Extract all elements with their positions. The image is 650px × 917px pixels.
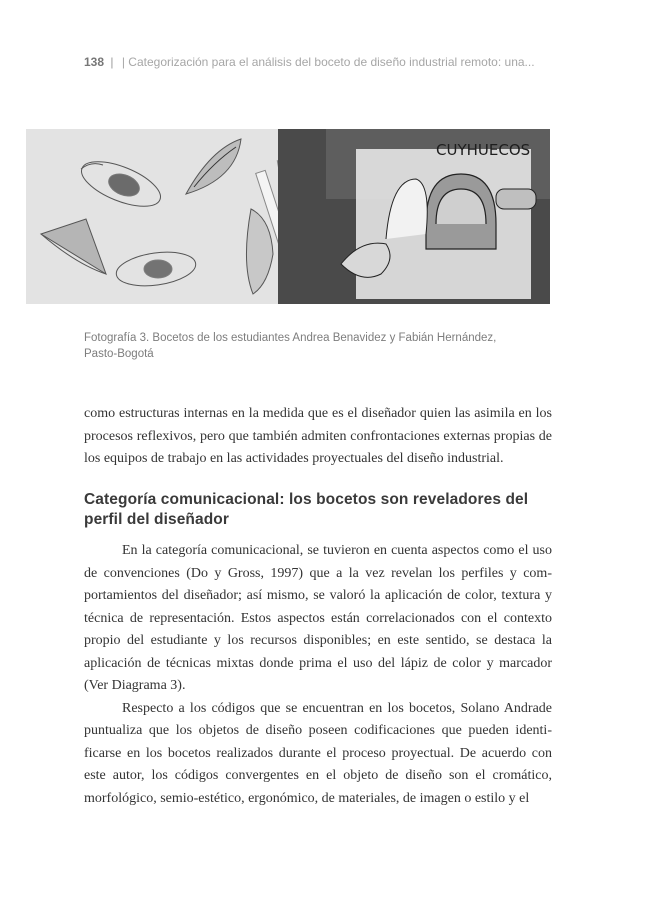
paragraph-1: En la categoría comunicacional, se tuvieron en cuenta aspectos como el uso de convenciones (Do y Gross, 1997) que a la vez revelan los perfiles y comportamientos del diseñador; así mismo, se valoró la aplicación de color, textura y técnica de representación. Estos aspectos están correlacionados con el contexto propio del estudiante y los recursos disponibles; en este sentido, se destaca la aplicación de técnicas mixtas donde prima el uso del lápiz de color y marcador (Ver Diagrama 3). (84, 543, 552, 693)
continued-paragraph (84, 403, 552, 471)
sketch-title-lettering: CUYHUECOS (436, 141, 531, 159)
paragraph-2: Respecto a los códigos que se encuentran en los bocetos, Solano Andrade puntualiza que los objetos de diseño poseen codificaciones que pueden identificarse en los bocetos realizados durante el proceso proyectual. De acuerdo con este autor, los códigos convergentes en el objeto de diseño son el cromático, morfológico, semio-estético, ergonómico, de materiales, de imagen o estilo y el (84, 700, 552, 806)
sketch-helmet (426, 174, 496, 249)
header-separator: | (110, 55, 114, 69)
section-heading: Categoría comunicacional: los bocetos son reveladores del perfil del diseñador (84, 491, 529, 528)
section-body (84, 540, 552, 810)
paragraph-text: como estructuras internas en la medida que es el diseñador quien las asimila en los procesos reflexivos, pero que también admiten confrontaciones externas propias de los equipos de trabajo en las actividades proyectuales del diseño industrial. (84, 406, 552, 466)
photograph-student-sketches (26, 129, 550, 304)
running-title: | Categorización para el análisis del boceto de diseño industrial remoto: una... (121, 55, 535, 69)
running-header (84, 55, 535, 69)
figure-caption (84, 330, 554, 362)
page-number: 138 (84, 55, 105, 69)
caption-line-2: Pasto-Bogotá (84, 348, 154, 360)
caption-line-1: Fotografía 3. Bocetos de los estudiantes Andrea Benavidez y Fabián Hernández, (84, 332, 497, 344)
